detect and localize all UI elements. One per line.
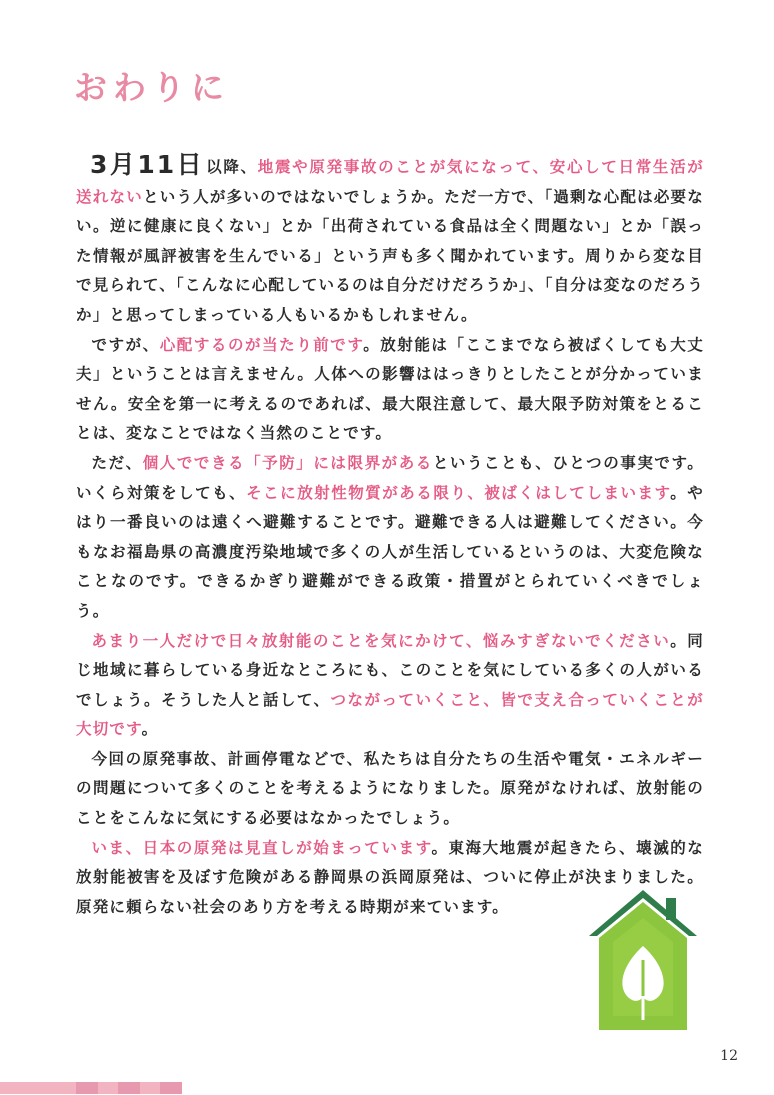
page-title: おわりに: [74, 68, 230, 107]
paragraph-text: 。やはり一番良いのは遠くへ避難することです。避難できる人は避難してください。今もなお福島県の高濃度汚染地域で多くの人が生活しているというのは、大変危険なことなのです。できるかぎり避難ができる政策・措置がとられていくべきでしょう。: [76, 483, 704, 620]
highlighted-text: つながっていくこと、皆で支え合っていくことが大切です: [76, 690, 704, 739]
lead-date: 3月11日: [90, 150, 205, 179]
paragraph: [76, 745, 704, 834]
highlighted-text: 個人でできる「予防」には限界がある: [142, 453, 433, 472]
highlighted-text: いま、日本の原発は見直しが始まっています: [91, 838, 432, 857]
paragraph-text: 。放射能は「ここまでなら被ばくしても大丈夫」ということは言えません。人体への影響ははっきりとしたことが分かっていません。安全を第一に考えるのであれば、最大限注意して、最大限予防対策をとることは、変なことではなく当然のことです。: [76, 335, 704, 443]
paragraph-text: 。: [141, 720, 159, 739]
paragraph: [76, 627, 704, 745]
paragraph-text: ただ、: [91, 453, 143, 472]
highlighted-text: そこに放射性物質がある限り、被ばくはしてしまいます: [246, 483, 671, 502]
page-number: 12: [720, 1048, 738, 1064]
paragraph: [76, 150, 704, 331]
paragraph-text: という人が多いのではないでしょうか。ただ一方で、「過剰な心配は必要ない。逆に健康に良くない」とか「出荷されている食品は全く問題ない」とか「誤った情報が風評被害を生んでいる」という声も多く聞かれています。周りから変な目で見られて、「こんなに心配しているのは自分だけだろうか」、「自分は変なのだろうか」と思ってしまっている人もいるかもしれません。: [76, 187, 704, 324]
highlighted-text: あまり一人だけで日々放射能のことを気にかけて、悩みすぎないでください: [91, 631, 671, 650]
paragraph-text: 以降、: [206, 158, 258, 176]
paragraph-text: ですが、: [91, 335, 160, 354]
paragraph-text: 今回の原発事故、計画停電などで、私たちは自分たちの生活や電気・エネルギーの問題について多くのことを考えるようになりました。原発がなければ、放射能のことをこんなに気にする必要はなかったでしょう。: [76, 749, 704, 828]
paragraph: [76, 331, 704, 449]
house-leaf-icon: [583, 888, 703, 1033]
body-text: [76, 150, 704, 922]
paragraph-text: ということも、ひとつの事実です。いくら対策をしても、: [76, 453, 704, 502]
paragraph: [76, 449, 704, 627]
paragraph-text: 。東海大地震が起きたら、壊滅的な放射能被害を及ぼす危険がある静岡県の浜岡原発は、ついに停止が決まりました。原発に頼らない社会のあり方を考える時期が来ています。: [76, 838, 705, 916]
highlighted-text: 心配するのが当たり前です: [159, 335, 364, 354]
paragraph-text: 。同じ地域に暮らしている身近なところにも、このことを気にしている多くの人がいるでしょう。そうした人と話して、: [76, 631, 704, 709]
highlighted-text: 地震や原発事故のことが気になって、安心して日常生活が送れない: [76, 158, 704, 206]
